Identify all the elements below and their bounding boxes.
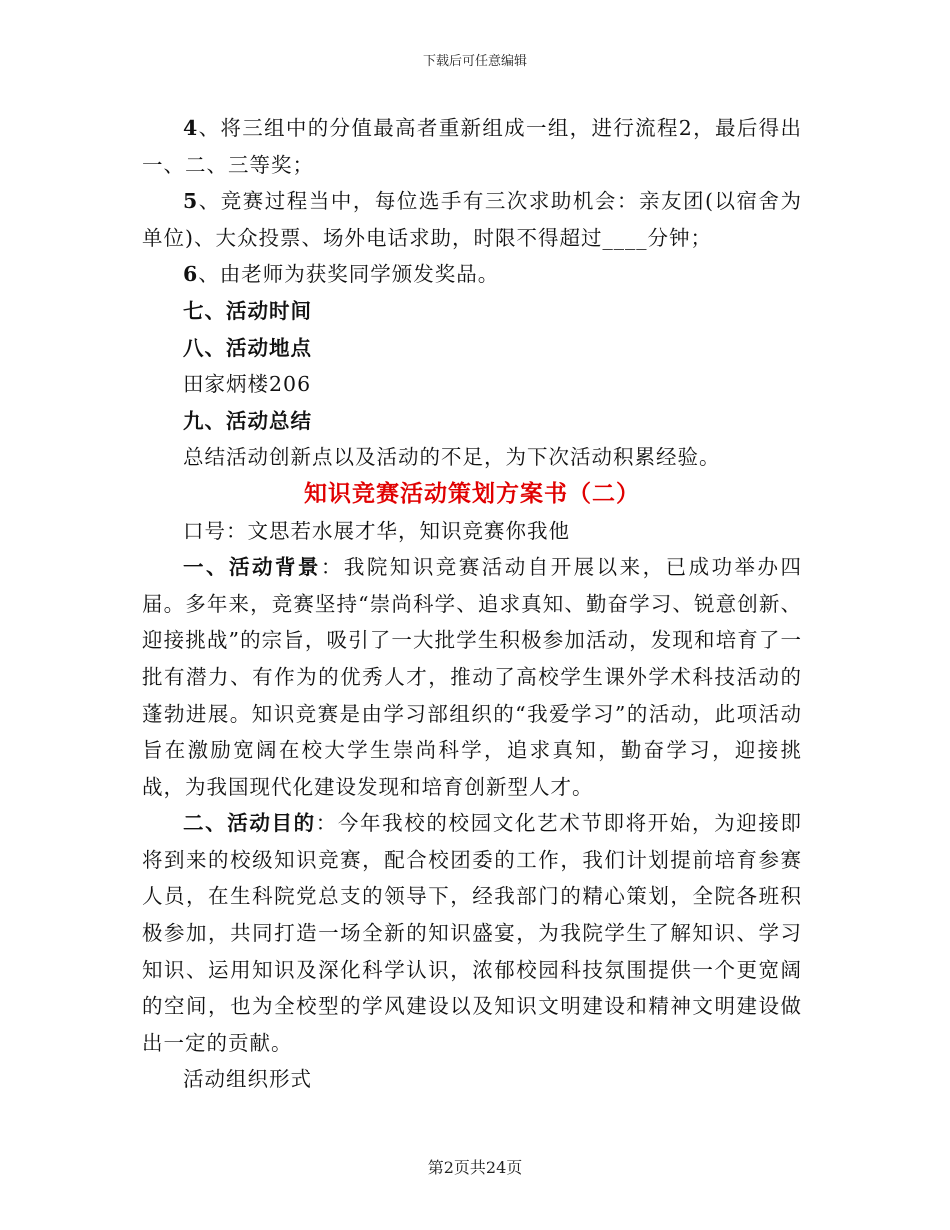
section-title: 知识竞赛活动策划方案书（二）: [304, 479, 640, 507]
goal-paragraph: [142, 805, 802, 1061]
background-text: ：我院知识竞赛活动自开展以来，已成功举办四届。多年来，竞赛坚持“崇尚科学、追求真知、勤奋学习、锐意创新、迎接挑战”的宗旨，吸引了一大批学生积极参加活动，发现和培育了一批有潜力、有作为的优秀人才，推动了高校学生课外学术科技活动的蓬勃进展。知识竞赛是由学习部组织的“我爱学习”的活动，此项活动旨在激励宽阔在校大学生崇尚科学，追求真知，勤奋学习，迎接挑战，为我国现代化建设发现和培育创新型人才。: [142, 555, 803, 799]
item-number: 5: [183, 189, 199, 214]
page-footer: 第2页共24页: [427, 1158, 523, 1177]
list-item-6: [142, 256, 802, 293]
item-text: 、将三组中的分值最高者重新组成一组，进行流程2，最后得出一、二、三等奖；: [142, 116, 802, 177]
slogan-text: 口号：文思若水展才华，知识竞赛你我他: [183, 518, 570, 543]
item-number: 6: [183, 262, 199, 287]
list-item-5: [142, 183, 802, 256]
page-header: 下载后可任意编辑: [422, 54, 527, 69]
organization-form-text: 活动组织形式: [183, 1067, 312, 1092]
goal-label: 二、活动目的: [183, 811, 316, 836]
heading-activity-time: 七、活动时间: [183, 298, 312, 323]
background-paragraph: [142, 549, 802, 805]
item-text: 、竞赛过程当中，每位选手有三次求助机会：亲友团(以宿舍为单位)、大众投票、场外电话求助，时限不得超过____分钟；: [142, 189, 802, 250]
heading-activity-summary: 九、活动总结: [183, 408, 312, 433]
location-text: 田家炳楼206: [183, 372, 312, 397]
heading-activity-location: 八、活动地点: [183, 335, 312, 360]
document-body: [142, 110, 802, 1098]
item-number: 4: [183, 116, 199, 140]
summary-text: 总结活动创新点以及活动的不足，为下次活动积累经验。: [183, 445, 721, 470]
item-text: 、由老师为获奖同学颁发奖品。: [198, 262, 500, 287]
goal-text: ：今年我校的校园文化艺术节即将开始，为迎接即将到来的校级知识竞赛，配合校团委的工作，我们计划提前培育参赛人员，在生科院党总支的领导下，经我部门的精心策划，全院各班积极参加，共同打造一场全新的知识盛宴，为我院学生了解知识、学习知识、运用知识及深化科学认识，浓郁校园科技氛围提供一个更宽阔的空间，也为全校型的学风建设以及知识文明建设和精神文明建设做出一定的贡献。: [142, 811, 803, 1055]
background-label: 一、活动背景: [183, 555, 321, 580]
list-item-4: [142, 110, 802, 183]
